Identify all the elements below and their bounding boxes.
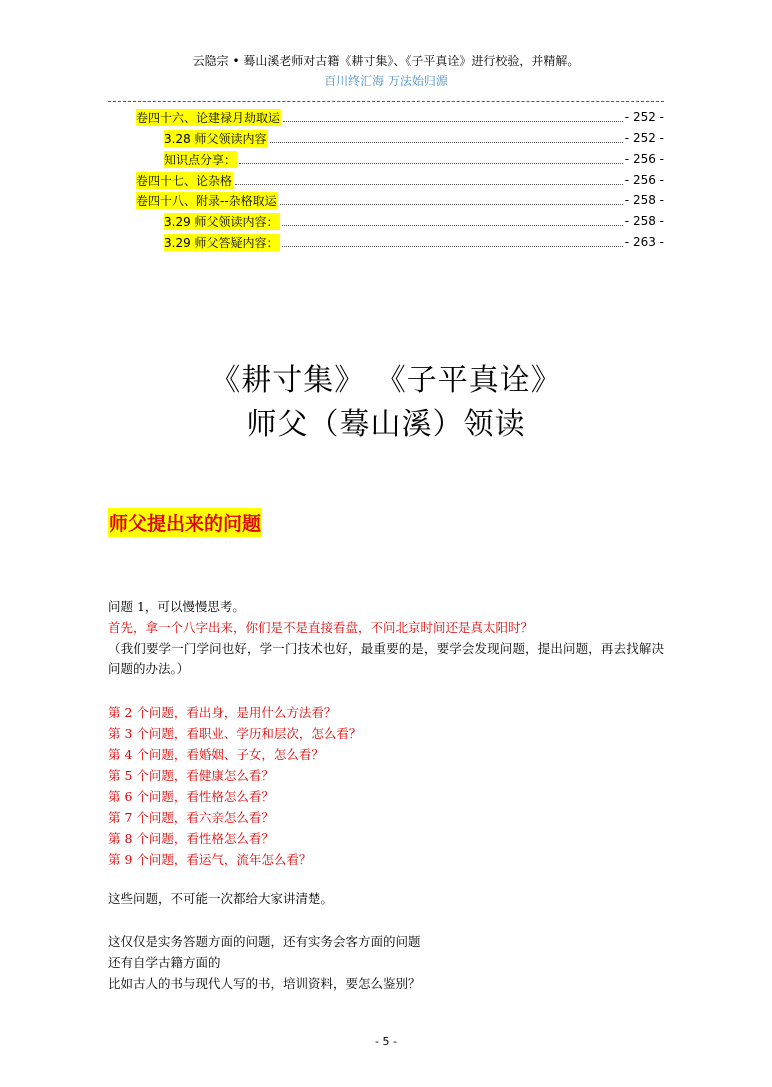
toc-entry-label: 3.29 师父答疑内容： <box>164 235 279 250</box>
question-item: 第 9 个问题，看运气，流年怎么看？ <box>108 852 312 867</box>
question-1-note: （我们要学一门学问也好，学一门技术也好，最重要的是，要学会发现问题，提出问题，再去找解决问题的办法。） <box>108 641 664 676</box>
question-1-text: 首先，拿一个八字出来，你们是不是直接看盘，不问北京时间还是真太阳时？ <box>108 620 534 635</box>
toc-entry-page: - 258 - <box>624 193 664 207</box>
toc-entry[interactable] <box>164 211 664 231</box>
toc-entry-label: 卷四十八、附录--杂格取运 <box>136 193 277 208</box>
toc-leader-dots <box>283 121 623 122</box>
question-item: 第 5 个问题，看健康怎么看？ <box>108 768 274 783</box>
toc-entry-label: 知识点分享： <box>164 152 237 167</box>
toc-entry-label: 3.29 师父领读内容： <box>164 214 279 229</box>
toc-entry-page: - 252 - <box>624 131 664 145</box>
toc-leader-dots <box>239 163 623 164</box>
question-1-intro: 问题 1，可以慢慢思考。 <box>108 599 245 614</box>
toc-entry-label: 卷四十六、论建禄月劫取运 <box>136 110 281 125</box>
toc-entry[interactable] <box>164 128 664 148</box>
question-item: 第 4 个问题，看婚姻、子女，怎么看？ <box>108 747 324 762</box>
question-item: 第 3 个问题，看职业、学历和层次，怎么看？ <box>108 726 362 741</box>
question-item: 第 8 个问题，看性格怎么看？ <box>108 831 274 846</box>
toc-entry-page: - 256 - <box>624 152 664 166</box>
header-divider <box>108 101 664 102</box>
paragraph-line: 还有自学古籍方面的 <box>108 955 221 970</box>
toc-entry-label: 卷四十七、论杂格 <box>136 173 233 188</box>
main-title-line2: 师父（蓦山溪）领读 <box>246 407 526 442</box>
toc-entry-label: 3.28 师父领读内容 <box>164 131 267 146</box>
toc-entry[interactable] <box>136 170 664 190</box>
toc-leader-dots <box>235 184 623 185</box>
paragraph-all-questions: 这些问题，不可能一次都给大家讲清楚。 <box>108 891 334 906</box>
toc-entry[interactable] <box>164 149 664 169</box>
paragraph-line: 比如古人的书与现代人写的书，培训资料，要怎么鉴别？ <box>108 976 421 991</box>
toc-entry[interactable] <box>164 232 664 252</box>
toc-entry-page: - 256 - <box>624 173 664 187</box>
page-number: - 5 - <box>375 1035 397 1048</box>
toc-entry[interactable] <box>136 190 664 210</box>
toc-entry-page: - 258 - <box>624 214 664 228</box>
main-title-line1: 《耕寸集》 《子平真诠》 <box>210 363 562 398</box>
toc-leader-dots <box>282 225 623 226</box>
toc-entry[interactable] <box>136 107 664 127</box>
question-item: 第 7 个问题，看六亲怎么看？ <box>108 810 274 825</box>
question-item: 第 2 个问题，看出身，是用什么方法看？ <box>108 705 337 720</box>
toc-entry-page: - 252 - <box>624 110 664 124</box>
toc-leader-dots <box>282 246 623 247</box>
toc-leader-dots <box>280 204 623 205</box>
paragraph-line: 这仅仅是实务答题方面的问题，还有实务会客方面的问题 <box>108 934 421 949</box>
toc-entry-page: - 263 - <box>624 235 664 249</box>
header-title: 云隐宗 • 蓦山溪老师对古籍《耕寸集》、《子平真诠》进行校验，并精解。 <box>192 54 580 68</box>
header-subtitle: 百川终汇海 万法始归源 <box>324 74 448 88</box>
section-heading: 师父提出来的问题 <box>108 508 262 537</box>
toc-leader-dots <box>270 142 623 143</box>
question-item: 第 6 个问题，看性格怎么看？ <box>108 789 274 804</box>
